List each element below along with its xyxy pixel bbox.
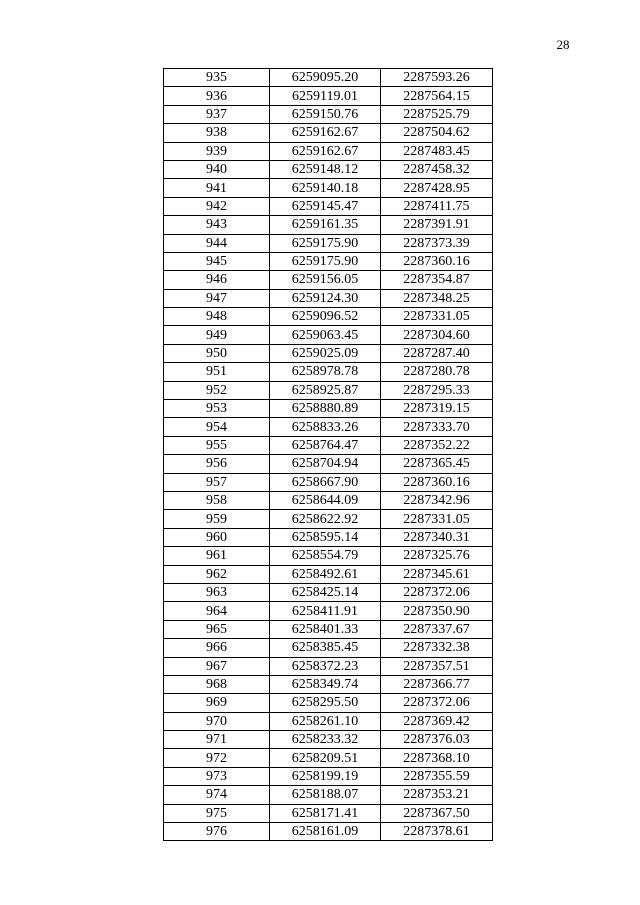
x-coordinate-cell: 6259150.76 xyxy=(270,105,381,123)
y-coordinate-cell: 2287354.87 xyxy=(381,271,493,289)
y-coordinate-cell: 2287593.26 xyxy=(381,69,493,87)
point-number-cell: 956 xyxy=(164,455,270,473)
point-number-cell: 974 xyxy=(164,786,270,804)
x-coordinate-cell: 6259175.90 xyxy=(270,234,381,252)
table-row xyxy=(164,547,493,565)
y-coordinate-cell: 2287304.60 xyxy=(381,326,493,344)
x-coordinate-cell: 6258401.33 xyxy=(270,620,381,638)
y-coordinate-cell: 2287333.70 xyxy=(381,418,493,436)
y-coordinate-cell: 2287332.38 xyxy=(381,639,493,657)
x-coordinate-cell: 6258349.74 xyxy=(270,675,381,693)
table-row xyxy=(164,436,493,454)
point-number-cell: 967 xyxy=(164,657,270,675)
x-coordinate-cell: 6259095.20 xyxy=(270,69,381,87)
table-row xyxy=(164,639,493,657)
point-number-cell: 950 xyxy=(164,344,270,362)
y-coordinate-cell: 2287367.50 xyxy=(381,804,493,822)
table-row xyxy=(164,804,493,822)
point-number-cell: 952 xyxy=(164,381,270,399)
y-coordinate-cell: 2287331.05 xyxy=(381,510,493,528)
table-row xyxy=(164,400,493,418)
y-coordinate-cell: 2287287.40 xyxy=(381,344,493,362)
point-number-cell: 964 xyxy=(164,602,270,620)
point-number-cell: 960 xyxy=(164,528,270,546)
table-row xyxy=(164,657,493,675)
x-coordinate-cell: 6258233.32 xyxy=(270,731,381,749)
x-coordinate-cell: 6258492.61 xyxy=(270,565,381,583)
point-number-cell: 970 xyxy=(164,712,270,730)
point-number-cell: 965 xyxy=(164,620,270,638)
x-coordinate-cell: 6258925.87 xyxy=(270,381,381,399)
x-coordinate-cell: 6258595.14 xyxy=(270,528,381,546)
x-coordinate-cell: 6259140.18 xyxy=(270,179,381,197)
y-coordinate-cell: 2287360.16 xyxy=(381,473,493,491)
y-coordinate-cell: 2287525.79 xyxy=(381,105,493,123)
table-row xyxy=(164,767,493,785)
point-number-cell: 944 xyxy=(164,234,270,252)
y-coordinate-cell: 2287340.31 xyxy=(381,528,493,546)
x-coordinate-cell: 6259156.05 xyxy=(270,271,381,289)
table-row xyxy=(164,731,493,749)
y-coordinate-cell: 2287353.21 xyxy=(381,786,493,804)
y-coordinate-cell: 2287564.15 xyxy=(381,87,493,105)
point-number-cell: 935 xyxy=(164,69,270,87)
y-coordinate-cell: 2287355.59 xyxy=(381,767,493,785)
x-coordinate-cell: 6258385.45 xyxy=(270,639,381,657)
table-row xyxy=(164,418,493,436)
point-number-cell: 968 xyxy=(164,675,270,693)
coordinates-table-body xyxy=(164,69,493,841)
table-row xyxy=(164,142,493,160)
y-coordinate-cell: 2287337.67 xyxy=(381,620,493,638)
table-row xyxy=(164,583,493,601)
point-number-cell: 962 xyxy=(164,565,270,583)
table-row xyxy=(164,675,493,693)
table-row xyxy=(164,124,493,142)
y-coordinate-cell: 2287378.61 xyxy=(381,823,493,841)
table-row xyxy=(164,381,493,399)
x-coordinate-cell: 6258644.09 xyxy=(270,491,381,509)
table-row xyxy=(164,87,493,105)
x-coordinate-cell: 6259063.45 xyxy=(270,326,381,344)
y-coordinate-cell: 2287376.03 xyxy=(381,731,493,749)
point-number-cell: 940 xyxy=(164,160,270,178)
table-row xyxy=(164,510,493,528)
table-row xyxy=(164,69,493,87)
table-row xyxy=(164,749,493,767)
x-coordinate-cell: 6258171.41 xyxy=(270,804,381,822)
point-number-cell: 958 xyxy=(164,491,270,509)
y-coordinate-cell: 2287372.06 xyxy=(381,694,493,712)
x-coordinate-cell: 6258199.19 xyxy=(270,767,381,785)
x-coordinate-cell: 6258833.26 xyxy=(270,418,381,436)
y-coordinate-cell: 2287458.32 xyxy=(381,160,493,178)
table-row xyxy=(164,712,493,730)
y-coordinate-cell: 2287373.39 xyxy=(381,234,493,252)
point-number-cell: 971 xyxy=(164,731,270,749)
table-row xyxy=(164,160,493,178)
table-row xyxy=(164,326,493,344)
point-number-cell: 966 xyxy=(164,639,270,657)
y-coordinate-cell: 2287350.90 xyxy=(381,602,493,620)
point-number-cell: 945 xyxy=(164,252,270,270)
point-number-cell: 969 xyxy=(164,694,270,712)
table-row xyxy=(164,528,493,546)
x-coordinate-cell: 6258880.89 xyxy=(270,400,381,418)
x-coordinate-cell: 6259025.09 xyxy=(270,344,381,362)
point-number-cell: 941 xyxy=(164,179,270,197)
x-coordinate-cell: 6259119.01 xyxy=(270,87,381,105)
point-number-cell: 948 xyxy=(164,308,270,326)
x-coordinate-cell: 6259148.12 xyxy=(270,160,381,178)
y-coordinate-cell: 2287369.42 xyxy=(381,712,493,730)
point-number-cell: 973 xyxy=(164,767,270,785)
y-coordinate-cell: 2287357.51 xyxy=(381,657,493,675)
table-row xyxy=(164,363,493,381)
page-number: 28 xyxy=(556,37,570,52)
table-row xyxy=(164,620,493,638)
point-number-cell: 961 xyxy=(164,547,270,565)
x-coordinate-cell: 6259162.67 xyxy=(270,124,381,142)
x-coordinate-cell: 6258978.78 xyxy=(270,363,381,381)
table-row xyxy=(164,602,493,620)
table-row xyxy=(164,271,493,289)
table-row xyxy=(164,455,493,473)
y-coordinate-cell: 2287428.95 xyxy=(381,179,493,197)
point-number-cell: 963 xyxy=(164,583,270,601)
y-coordinate-cell: 2287360.16 xyxy=(381,252,493,270)
y-coordinate-cell: 2287365.45 xyxy=(381,455,493,473)
point-number-cell: 937 xyxy=(164,105,270,123)
y-coordinate-cell: 2287504.62 xyxy=(381,124,493,142)
table-row xyxy=(164,473,493,491)
x-coordinate-cell: 6258554.79 xyxy=(270,547,381,565)
x-coordinate-cell: 6259162.67 xyxy=(270,142,381,160)
x-coordinate-cell: 6258667.90 xyxy=(270,473,381,491)
table-row xyxy=(164,289,493,307)
y-coordinate-cell: 2287331.05 xyxy=(381,308,493,326)
table-row xyxy=(164,786,493,804)
x-coordinate-cell: 6258764.47 xyxy=(270,436,381,454)
y-coordinate-cell: 2287368.10 xyxy=(381,749,493,767)
point-number-cell: 942 xyxy=(164,197,270,215)
point-number-cell: 949 xyxy=(164,326,270,344)
point-number-cell: 946 xyxy=(164,271,270,289)
x-coordinate-cell: 6259124.30 xyxy=(270,289,381,307)
point-number-cell: 939 xyxy=(164,142,270,160)
table-row xyxy=(164,565,493,583)
y-coordinate-cell: 2287352.22 xyxy=(381,436,493,454)
y-coordinate-cell: 2287348.25 xyxy=(381,289,493,307)
point-number-cell: 953 xyxy=(164,400,270,418)
y-coordinate-cell: 2287295.33 xyxy=(381,381,493,399)
point-number-cell: 957 xyxy=(164,473,270,491)
x-coordinate-cell: 6258372.23 xyxy=(270,657,381,675)
x-coordinate-cell: 6258622.92 xyxy=(270,510,381,528)
y-coordinate-cell: 2287342.96 xyxy=(381,491,493,509)
x-coordinate-cell: 6258411.91 xyxy=(270,602,381,620)
x-coordinate-cell: 6258209.51 xyxy=(270,749,381,767)
x-coordinate-cell: 6259175.90 xyxy=(270,252,381,270)
point-number-cell: 938 xyxy=(164,124,270,142)
y-coordinate-cell: 2287345.61 xyxy=(381,565,493,583)
table-row xyxy=(164,234,493,252)
x-coordinate-cell: 6258261.10 xyxy=(270,712,381,730)
x-coordinate-cell: 6258425.14 xyxy=(270,583,381,601)
y-coordinate-cell: 2287411.75 xyxy=(381,197,493,215)
y-coordinate-cell: 2287319.15 xyxy=(381,400,493,418)
x-coordinate-cell: 6259145.47 xyxy=(270,197,381,215)
y-coordinate-cell: 2287391.91 xyxy=(381,216,493,234)
table-row xyxy=(164,105,493,123)
x-coordinate-cell: 6258161.09 xyxy=(270,823,381,841)
point-number-cell: 976 xyxy=(164,823,270,841)
table-row xyxy=(164,252,493,270)
table-row xyxy=(164,308,493,326)
x-coordinate-cell: 6258188.07 xyxy=(270,786,381,804)
table-row xyxy=(164,694,493,712)
point-number-cell: 951 xyxy=(164,363,270,381)
y-coordinate-cell: 2287372.06 xyxy=(381,583,493,601)
table-row xyxy=(164,197,493,215)
x-coordinate-cell: 6259096.52 xyxy=(270,308,381,326)
point-number-cell: 936 xyxy=(164,87,270,105)
table-row xyxy=(164,823,493,841)
point-number-cell: 975 xyxy=(164,804,270,822)
point-number-cell: 959 xyxy=(164,510,270,528)
table-row xyxy=(164,491,493,509)
y-coordinate-cell: 2287325.76 xyxy=(381,547,493,565)
point-number-cell: 947 xyxy=(164,289,270,307)
x-coordinate-cell: 6258704.94 xyxy=(270,455,381,473)
y-coordinate-cell: 2287483.45 xyxy=(381,142,493,160)
y-coordinate-cell: 2287366.77 xyxy=(381,675,493,693)
table-row xyxy=(164,216,493,234)
table-row xyxy=(164,179,493,197)
x-coordinate-cell: 6258295.50 xyxy=(270,694,381,712)
x-coordinate-cell: 6259161.35 xyxy=(270,216,381,234)
point-number-cell: 943 xyxy=(164,216,270,234)
y-coordinate-cell: 2287280.78 xyxy=(381,363,493,381)
point-number-cell: 954 xyxy=(164,418,270,436)
point-number-cell: 955 xyxy=(164,436,270,454)
point-number-cell: 972 xyxy=(164,749,270,767)
coordinates-table xyxy=(163,68,493,841)
table-row xyxy=(164,344,493,362)
